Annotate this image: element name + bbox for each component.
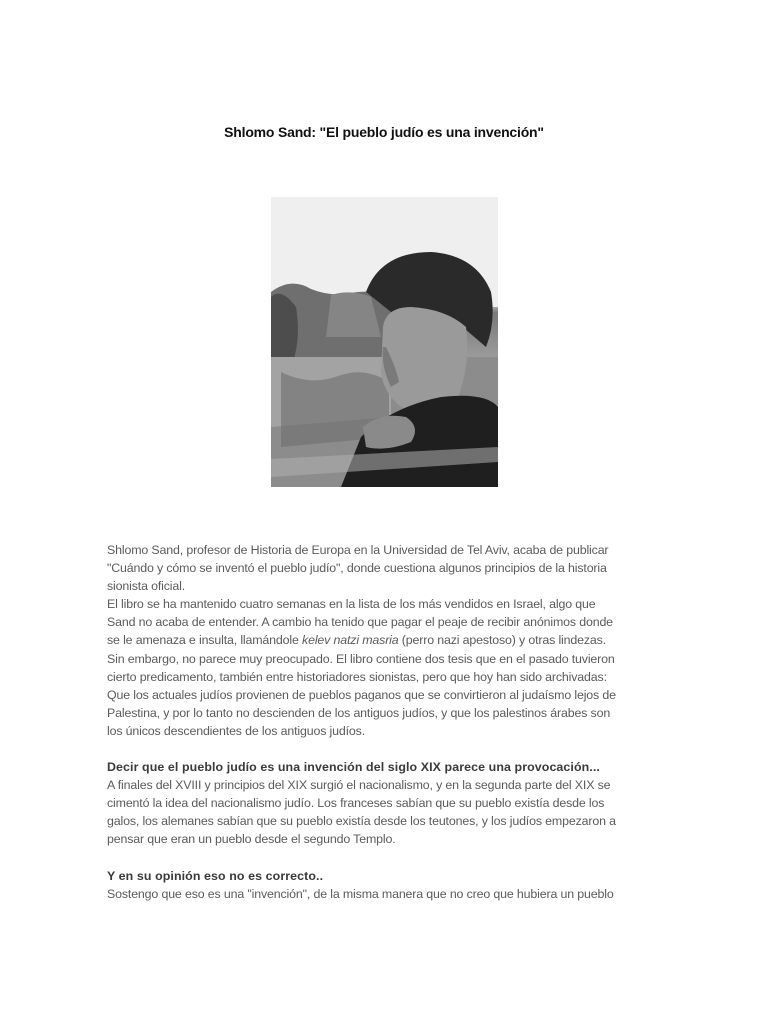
text-line: Sand no acaba de entender. A cambio ha tenido que pagar el peaje de recibir anónimos donde [107,615,613,630]
text-line: Palestina, y por lo tanto no descienden de los antiguos judíos, y que los palestinos árabes son [107,705,611,720]
intro-paragraph [107,541,655,740]
text-line: cimentó la idea del nacionalismo judío. Los franceses sabían que su pueblo existía desde los [107,796,605,811]
paragraph-gap [107,740,655,758]
question-answer-1 [107,758,655,848]
interview-question: Y en su opinión eso no es correcto.. [107,868,324,883]
article-title: Shlomo Sand: "El pueblo judío es una invención" [224,124,544,140]
text-line: Shlomo Sand, profesor de Historia de Europa en la Universidad de Tel Aviv, acaba de publicar [107,543,609,557]
text-line: El libro se ha mantenido cuatro semanas en la lista de los más vendidos en Israel, algo que [107,597,596,612]
text-line: Sostengo que eso es una "invención", de la misma manera que no creo que hubiera un pueblo [107,886,614,901]
text-line: galos, los alemanes sabían que su pueblo existía desde los teutones, y los judíos empezaron a [107,814,616,829]
text-segment: se le amenaza e insulta, llamándole [107,633,303,648]
text-line: sionista oficial. [107,579,186,594]
text-line [107,633,606,647]
author-photo [271,197,498,487]
text-line: los únicos descendientes de los antiguos judíos. [107,723,365,738]
text-line: pensar que eran un pueblo desde el segundo Templo. [107,832,396,847]
text-line: "Cuándo y cómo se inventó el pueblo judío", donde cuestiona algunos principios de la historia [107,561,607,576]
article-body [107,541,655,903]
text-line: A finales del XVIII y principios del XIX surgió el nacionalismo, y en la segunda parte del XIX se [107,778,611,793]
text-line: Sin embargo, no parece muy preocupado. El libro contiene dos tesis que en el pasado tuvieron [107,651,615,666]
text-segment: (perro nazi apestoso) y otras lindezas. [398,633,607,648]
text-line: Que los actuales judíos provienen de pueblos paganos que se convirtieron al judaísmo lejos de [107,687,616,702]
paragraph-gap [107,849,655,867]
interview-question: Decir que el pueblo judío es una invención del siglo XIX parece una provocación... [107,760,600,775]
italic-phrase: kelev natzi masria [302,633,399,648]
text-line: cierto predicamento, también entre historiadores sionistas, pero que hoy han sido archivadas: [107,669,607,684]
question-answer-2 [107,867,655,903]
